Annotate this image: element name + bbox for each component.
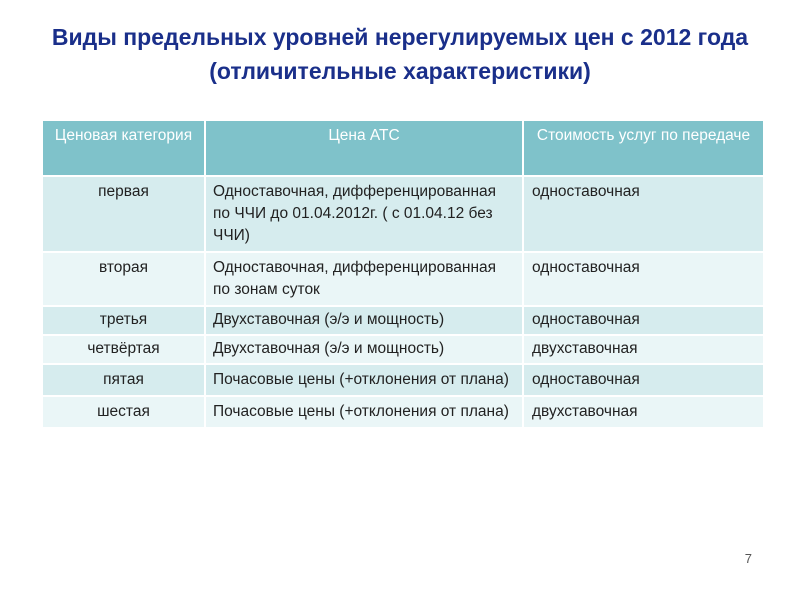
- table-row: [43, 364, 763, 396]
- table-row: [43, 306, 763, 335]
- column-header-service-cost: Стоимость услуг по передаче: [523, 121, 763, 176]
- table-header: [43, 121, 763, 176]
- table-row: [43, 335, 763, 364]
- table-header-row: [43, 121, 763, 176]
- service-cost-cell: двухставочная: [523, 335, 763, 364]
- service-cost-cell: одноставочная: [523, 252, 763, 306]
- page-number: 7: [744, 551, 752, 566]
- category-cell: вторая: [43, 252, 205, 306]
- category-cell: первая: [43, 176, 205, 252]
- table-row: [43, 176, 763, 252]
- service-cost-cell: двухставочная: [523, 396, 763, 428]
- column-header-ats-price: Цена АТС: [205, 121, 523, 176]
- service-cost-cell: одноставочная: [523, 306, 763, 335]
- ats-price-cell: Почасовые цены (+отклонения от плана): [205, 396, 523, 428]
- table-row: [43, 252, 763, 306]
- ats-price-cell: Одноставочная, дифференцированная по зонам суток: [205, 252, 523, 306]
- table-body: [43, 176, 763, 428]
- ats-price-cell: Двухставочная (э/э и мощность): [205, 306, 523, 335]
- ats-price-cell: Почасовые цены (+отклонения от плана): [205, 364, 523, 396]
- ats-price-cell: Двухставочная (э/э и мощность): [205, 335, 523, 364]
- category-cell: третья: [43, 306, 205, 335]
- price-category-table: [43, 121, 763, 429]
- category-cell: четвёртая: [43, 335, 205, 364]
- category-cell: пятая: [43, 364, 205, 396]
- ats-price-cell: Одноставочная, дифференцированная по ЧЧИ до 01.04.2012г. ( с 01.04.12 без ЧЧИ): [205, 176, 523, 252]
- service-cost-cell: одноставочная: [523, 364, 763, 396]
- category-cell: шестая: [43, 396, 205, 428]
- service-cost-cell: одноставочная: [523, 176, 763, 252]
- table-row: [43, 396, 763, 428]
- slide-title: Виды предельных уровней нерегулируемых цен с 2012 года (отличительные характеристики): [51, 24, 749, 84]
- column-header-price-category: Ценовая категория: [43, 121, 205, 176]
